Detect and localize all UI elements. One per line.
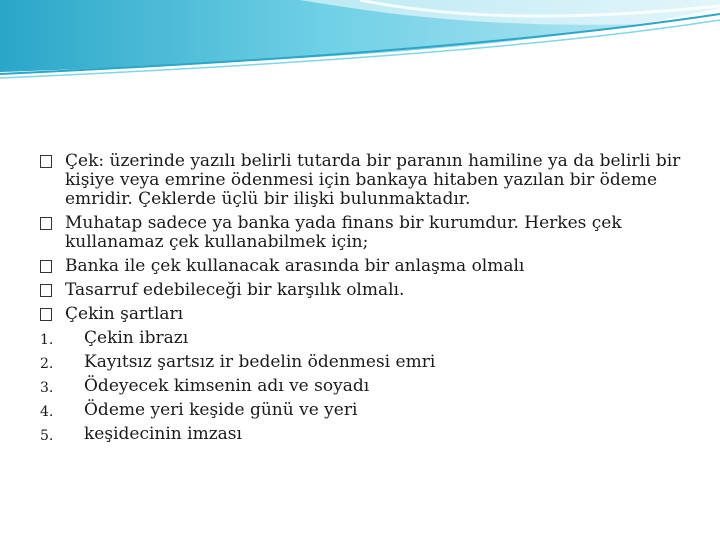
decorative-header-banner xyxy=(0,0,720,90)
item-text: Çekin ibrazı xyxy=(84,328,189,348)
item-number: 2. xyxy=(40,356,54,372)
bullet-item xyxy=(40,152,690,209)
numbered-item xyxy=(40,401,690,420)
item-text: Kayıtsız şartsız ir bedelin ödenmesi emri xyxy=(84,352,436,372)
text-body xyxy=(40,152,690,449)
bullet-box-icon xyxy=(40,308,52,321)
bullet-text: Banka ile çek kullanacak arasında bir anlaşma olmalı xyxy=(65,256,525,276)
item-number: 5. xyxy=(40,428,54,444)
bullet-item xyxy=(40,305,690,324)
bullet-text: Tasarruf edebileceği bir karşılık olmalı. xyxy=(65,280,405,300)
numbered-item xyxy=(40,329,690,348)
item-number: 4. xyxy=(40,404,54,420)
item-number: 3. xyxy=(40,380,54,396)
numbered-item xyxy=(40,425,690,444)
numbered-item xyxy=(40,353,690,372)
item-number: 1. xyxy=(40,332,54,348)
bullet-item xyxy=(40,281,690,300)
bullet-item xyxy=(40,214,690,252)
bullet-box-icon xyxy=(40,155,52,168)
bullet-box-icon xyxy=(40,284,52,297)
bullet-text: Muhatap sadece ya banka yada finans bir kurumdur. Herkes çek kullanamaz çek kullanabilmek için; xyxy=(65,213,622,252)
item-text: Ödeme yeri keşide günü ve yeri xyxy=(84,400,358,420)
item-text: Ödeyecek kimsenin adı ve soyadı xyxy=(84,376,370,396)
bullet-text: Çekin şartları xyxy=(65,304,184,324)
bullet-text: Çek: üzerinde yazılı belirli tutarda bir paranın hamiline ya da belirli bir kişiye veya emrine ödenmesi için bankaya hitaben yazılan bir ödeme emridir. Çeklerde üçlü bir ilişki bulunmaktadır. xyxy=(65,151,681,209)
numbered-item xyxy=(40,377,690,396)
bullet-box-icon xyxy=(40,260,52,273)
item-text: keşidecinin imzası xyxy=(84,424,242,444)
bullet-item xyxy=(40,257,690,276)
bullet-box-icon xyxy=(40,217,52,230)
